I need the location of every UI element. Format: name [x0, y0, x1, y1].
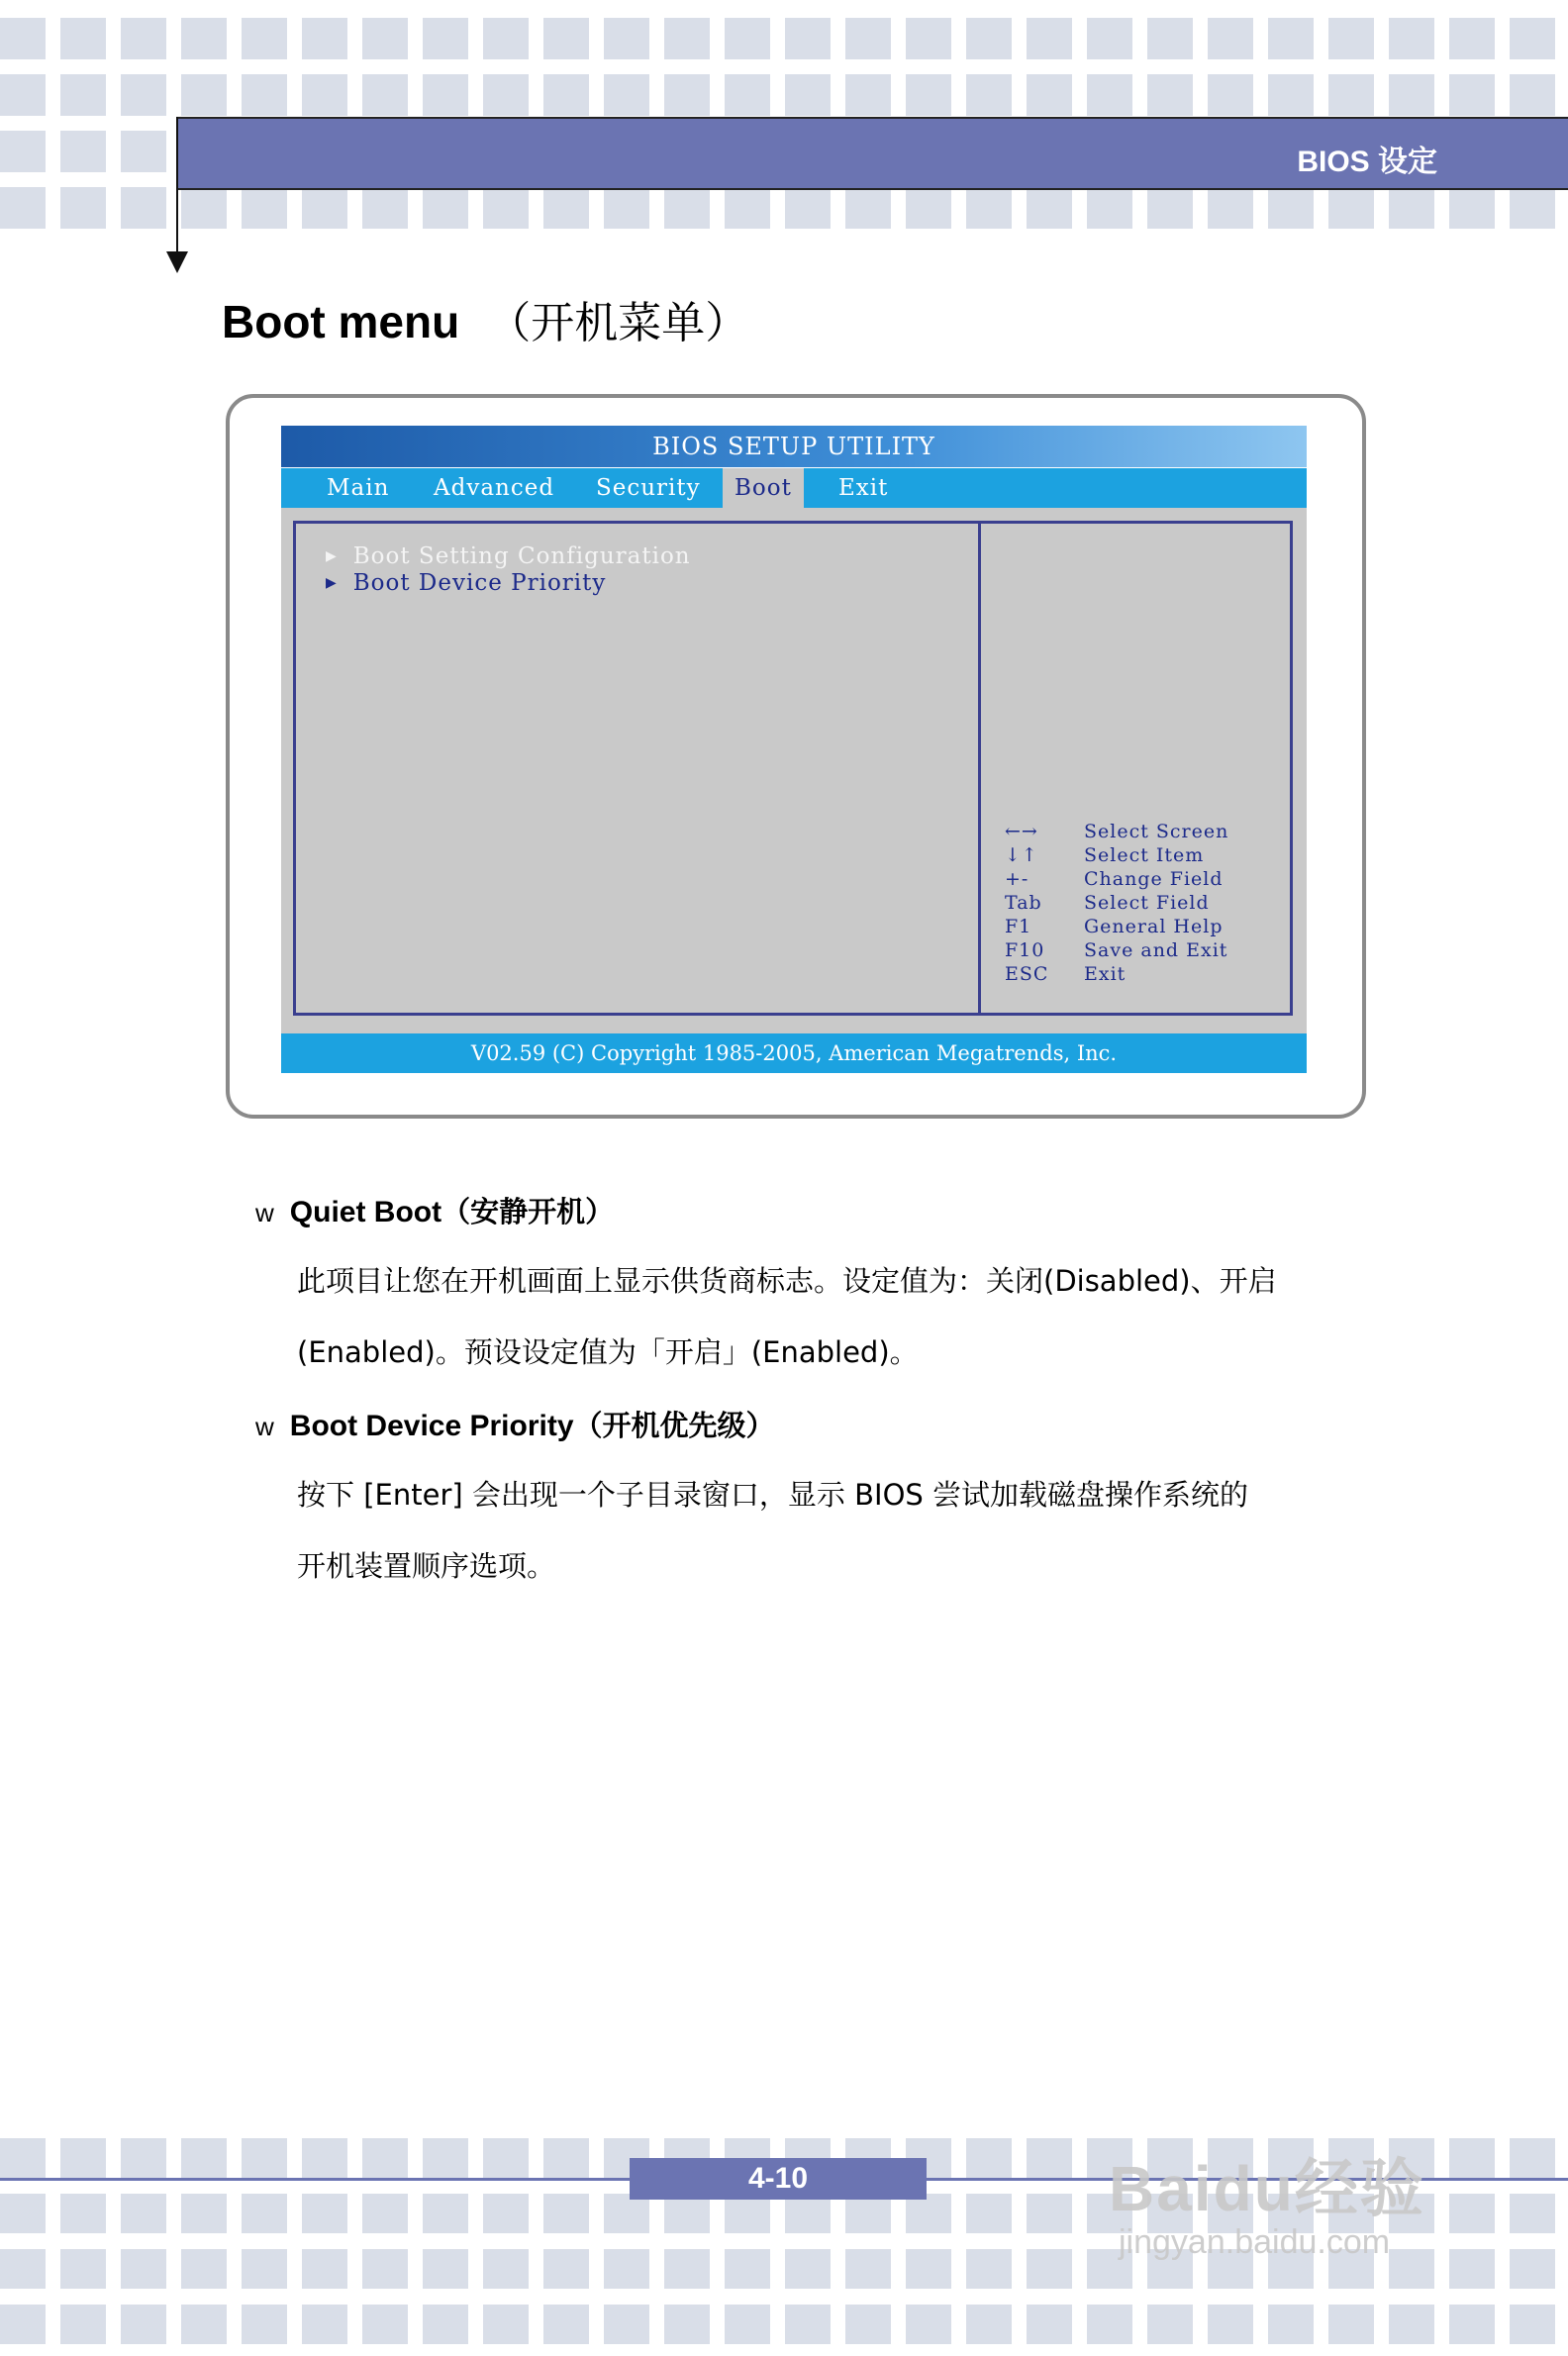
- baidu-watermark: [1109, 2138, 1425, 2262]
- watermark-sub: jingyan.baidu.com: [1119, 2223, 1391, 2261]
- triangle-right-icon: ▶: [326, 548, 338, 564]
- bios-screenshot: [281, 426, 1307, 1073]
- bullet-icon: w: [255, 1198, 274, 1227]
- bullet-icon: w: [255, 1412, 274, 1441]
- paragraph-line: (Enabled)。预设设定值为「开启」(Enabled)。: [297, 1335, 919, 1369]
- help-desc: General Help: [1084, 916, 1224, 937]
- watermark-main: Baidu经验: [1109, 2153, 1425, 2224]
- menu-item-boot-setting-configuration[interactable]: [326, 543, 691, 569]
- section-title-en: Boot Device Priority: [289, 1410, 574, 1442]
- bios-help-pane: [978, 521, 1293, 1016]
- help-row: [1005, 939, 1227, 961]
- paragraph-line: 开机装置顺序选项。: [297, 1549, 556, 1583]
- page-title-zh: （开机菜单）: [487, 298, 749, 348]
- tab-boot[interactable]: Boot: [723, 468, 804, 508]
- help-desc: Change Field: [1084, 868, 1224, 890]
- help-desc: Exit: [1084, 963, 1127, 985]
- help-desc: Select Screen: [1084, 821, 1229, 842]
- menu-item-boot-device-priority[interactable]: [326, 570, 606, 596]
- bios-tab-bar: [281, 468, 1307, 508]
- section-paragraph-boot-device-priority: [297, 1459, 1346, 1602]
- paragraph-line: 此项目让您在开机画面上显示供货商标志。设定值为：关闭(Disabled)、开启: [297, 1264, 1277, 1298]
- section-title-zh: （开机优先级）: [573, 1409, 775, 1442]
- tab-advanced[interactable]: Advanced: [434, 475, 555, 501]
- help-key: ESC: [1005, 963, 1049, 985]
- help-row: [1005, 844, 1204, 866]
- bios-body: [293, 521, 1293, 1020]
- help-desc: Save and Exit: [1084, 939, 1228, 961]
- help-key: F10: [1005, 939, 1045, 961]
- page-title-en: Boot menu: [222, 296, 460, 347]
- help-key: Tab: [1005, 892, 1042, 914]
- triangle-right-icon: ▶: [326, 575, 338, 591]
- help-desc: Select Field: [1084, 892, 1210, 914]
- section-heading-boot-device-priority: [255, 1404, 775, 1444]
- help-row: [1005, 821, 1228, 842]
- help-key: F1: [1005, 916, 1032, 937]
- help-key: ↓↑: [1005, 844, 1038, 866]
- menu-item-label: Boot Setting Configuration: [352, 543, 691, 569]
- page-title: [222, 287, 748, 350]
- help-row: [1005, 963, 1126, 985]
- help-key: ←→: [1005, 821, 1038, 842]
- page-number: 4-10: [630, 2158, 927, 2200]
- help-key: +-: [1005, 868, 1029, 890]
- tab-security[interactable]: Security: [596, 475, 701, 501]
- down-arrow-icon: [166, 251, 188, 273]
- paragraph-line: 按下 [Enter] 会出现一个子目录窗口，显示 BIOS 尝试加载磁盘操作系统的: [297, 1478, 1249, 1512]
- header-band: [176, 117, 1568, 190]
- section-title-zh: （安静开机）: [441, 1195, 615, 1228]
- menu-item-label: Boot Device Priority: [352, 570, 607, 596]
- section-heading-quiet-boot: [255, 1190, 614, 1230]
- help-row: [1005, 916, 1223, 937]
- tab-main[interactable]: Main: [327, 475, 390, 501]
- bios-footer: V02.59 (C) Copyright 1985-2005, American Megatrends, Inc.: [281, 1033, 1307, 1073]
- header-vertical-line: [176, 117, 178, 255]
- help-desc: Select Item: [1084, 844, 1205, 866]
- section-paragraph-quiet-boot: [297, 1245, 1346, 1388]
- help-row: [1005, 868, 1224, 890]
- header-title: BIOS 设定: [1297, 146, 1437, 178]
- section-title-en: Quiet Boot: [289, 1196, 442, 1228]
- help-row: [1005, 892, 1210, 914]
- bios-menu-pane: [293, 521, 978, 1016]
- tab-exit[interactable]: Exit: [838, 475, 889, 501]
- bios-title: BIOS SETUP UTILITY: [281, 426, 1307, 468]
